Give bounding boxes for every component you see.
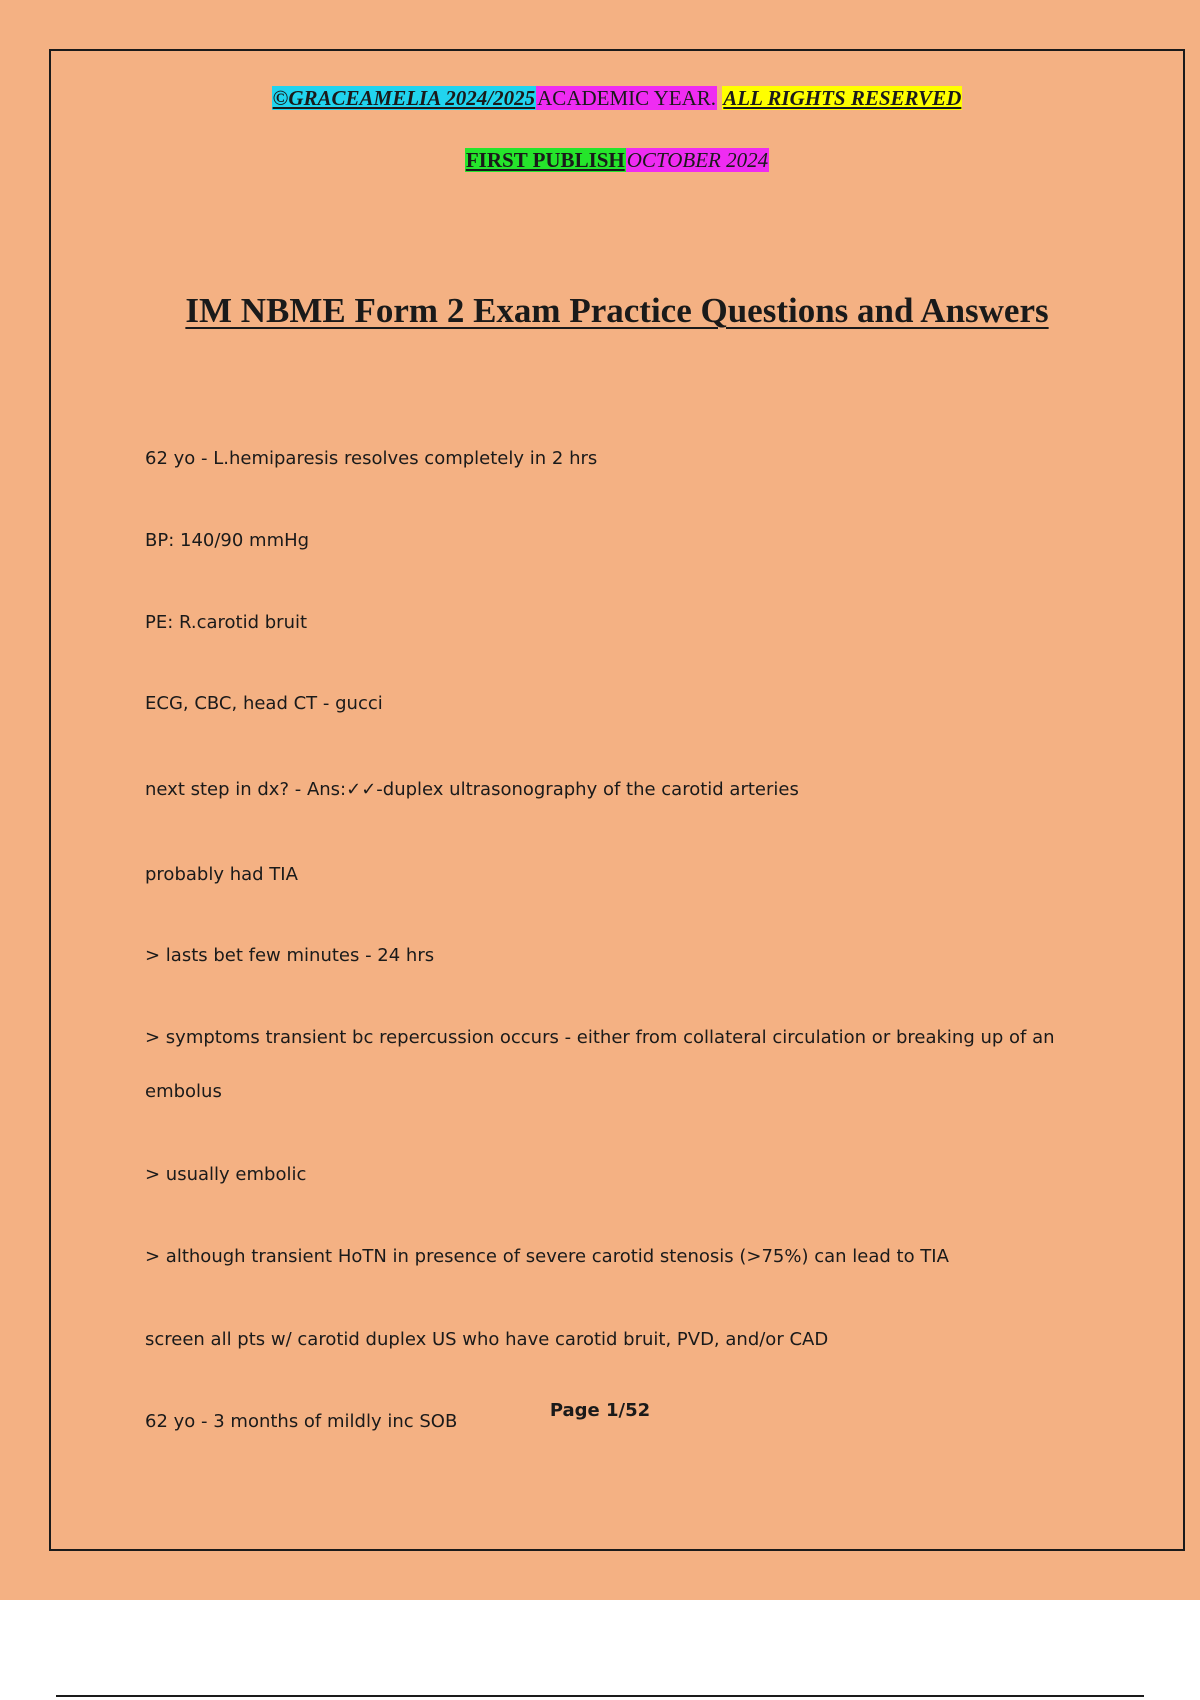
- copyright-text: ©GRACEAMELIA 2024/2025: [272, 86, 536, 110]
- rights-text: ALL RIGHTS RESERVED: [723, 86, 962, 110]
- page-number: Page 1/52: [549, 1400, 651, 1421]
- body-line: screen all pts w/ carotid duplex US who have carotid bruit, PVD, and/or CAD: [145, 1329, 829, 1350]
- body-line: > lasts bet few minutes - 24 hrs: [145, 945, 435, 966]
- next-page-divider: [56, 1695, 1144, 1697]
- academic-year-text: ACADEMIC YEAR.: [537, 86, 717, 110]
- body-line: embolus: [145, 1081, 222, 1102]
- body-line: 62 yo - L.hemiparesis resolves completely in 2 hrs: [145, 448, 598, 469]
- publish-date-text: OCTOBER 2024: [626, 148, 769, 172]
- page-title: [51, 289, 1183, 333]
- body-line: ECG, CBC, head CT - gucci: [145, 693, 383, 714]
- body-line: next step in dx? - Ans:✓✓-duplex ultrasonography of the carotid arteries: [145, 779, 799, 800]
- body-line: > symptoms transient bc repercussion occurs - either from collateral circulation or breaking up of an: [145, 1027, 1055, 1048]
- body-line: > although transient HoTN in presence of severe carotid stenosis (>75%) can lead to TIA: [145, 1246, 949, 1267]
- body-line: PE: R.carotid bruit: [145, 612, 308, 633]
- body-line: > usually embolic: [145, 1164, 307, 1185]
- title-text: IM NBME Form 2 Exam Practice Questions and Answers: [185, 291, 1049, 330]
- first-publish-text: FIRST PUBLISH: [465, 148, 625, 172]
- publish-line: [51, 147, 1183, 173]
- body-line: probably had TIA: [145, 864, 298, 885]
- page-border: [49, 49, 1185, 1551]
- body-line: BP: 140/90 mmHg: [145, 530, 310, 551]
- copyright-line: [51, 85, 1183, 111]
- body-line: 62 yo - 3 months of mildly inc SOB: [145, 1411, 458, 1432]
